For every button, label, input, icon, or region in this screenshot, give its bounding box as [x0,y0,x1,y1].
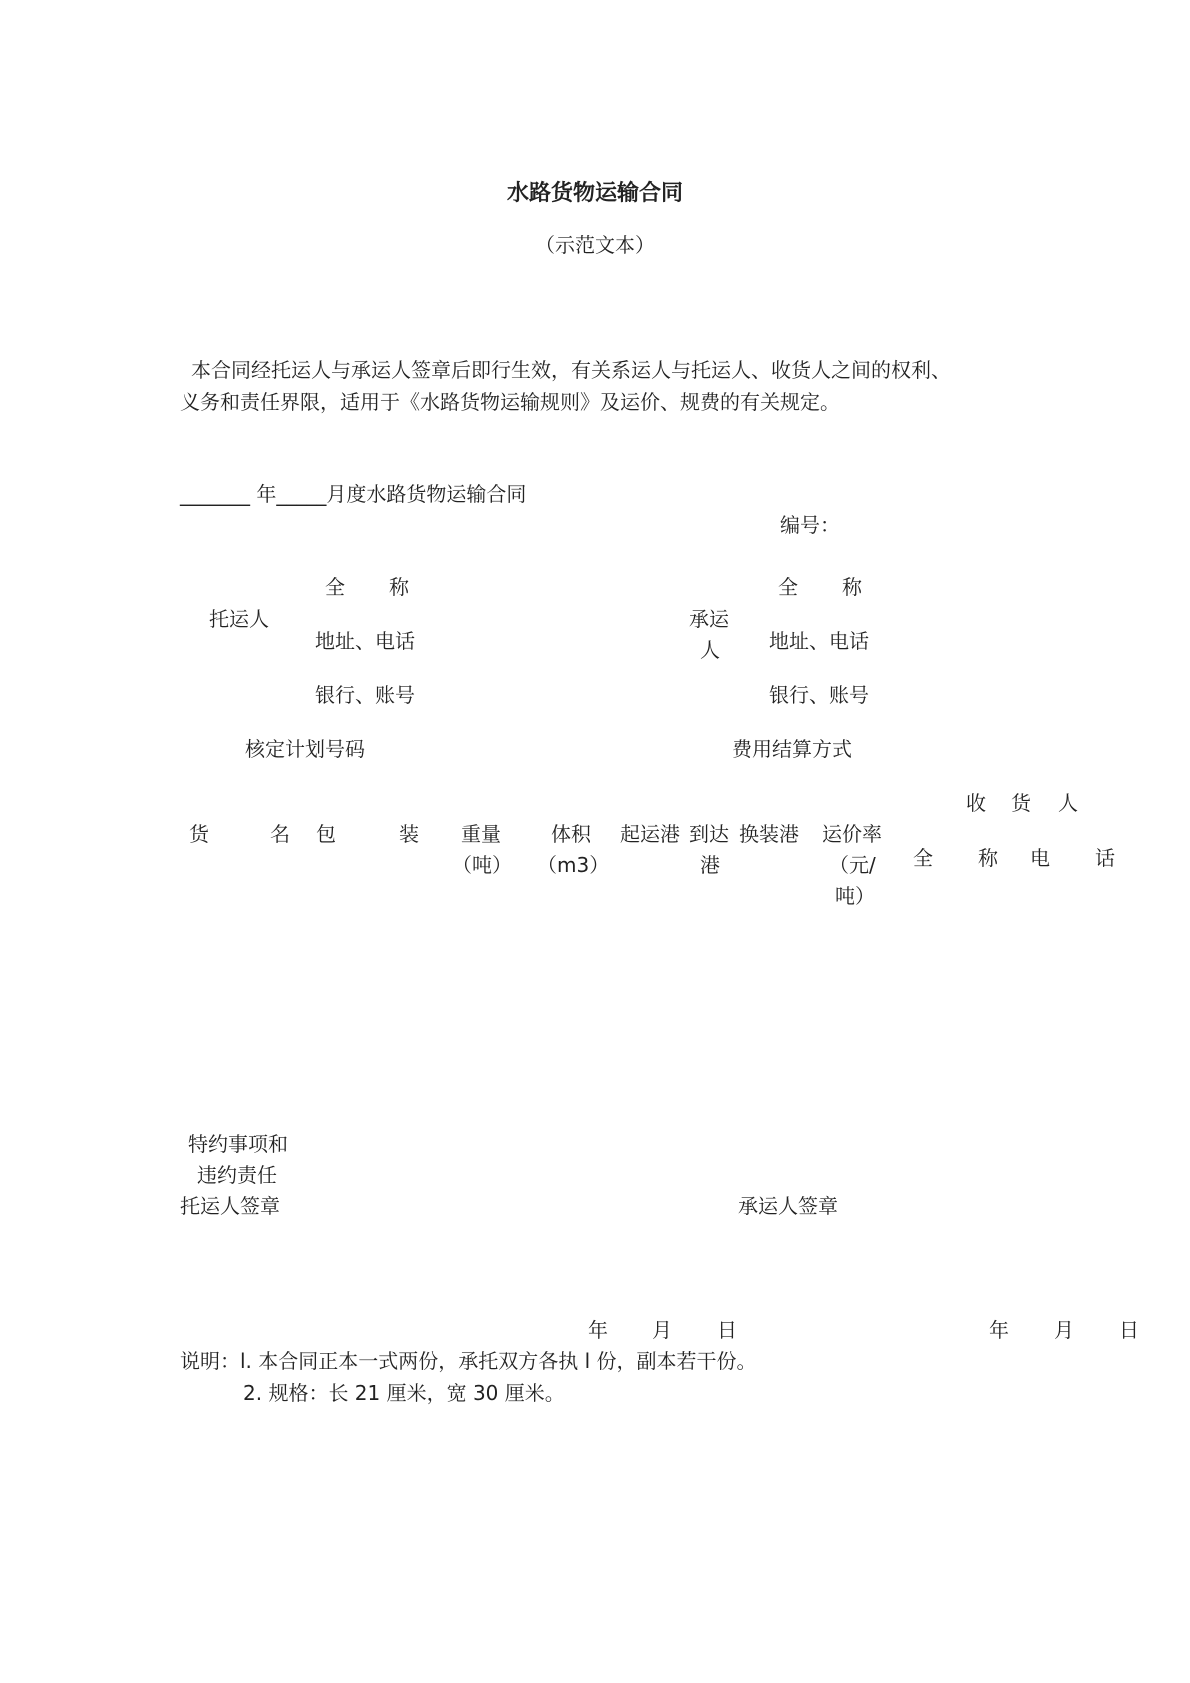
carrier-address: 地址、电话 [769,629,869,653]
shipper-address: 地址、电话 [315,629,415,653]
carrier-signature-label: 承运人签章 [738,1194,838,1218]
note-2: 2. 规格：长 21 厘米，宽 30 厘米。 [243,1381,565,1405]
col-rate: 运价率 [822,822,882,846]
consignee-h3: 人 [1058,791,1078,815]
consignee-c2: 称 [978,846,998,870]
consignee-c1: 全 [913,846,933,870]
consignee-h2: 货 [1011,791,1031,815]
carrier-full-name-1: 全 [778,575,798,599]
carrier-date-month: 月 [1054,1318,1074,1342]
document-subtitle: （示范文本） [535,233,655,257]
shipper-full-name-1: 全 [325,575,345,599]
document-title: 水路货物运输合同 [506,181,683,206]
note-1: 说明：l. 本合同正本一式两份，承托双方各执 l 份，副本若干份。 [180,1349,757,1373]
number-label: 编号： [780,513,840,537]
intro-line-1: 本合同经托运人与承运人签章后即行生效，有关系运人与托运人、收货人之间的权利、 [191,358,951,382]
carrier-date-year: 年 [989,1318,1009,1342]
shipper-signature-label: 托运人签章 [180,1194,280,1218]
special-terms-1: 特约事项和 [188,1132,288,1156]
col-dest-1: 到达 [689,822,729,846]
col-rate-unit-1: （元/ [829,853,876,877]
shipper-full-name-2: 称 [389,575,409,599]
shipper-date-month: 月 [652,1318,672,1342]
intro-line-2: 义务和责任界限，适用于《水路货物运输规则》及运价、规费的有关规定。 [180,390,840,414]
contract-heading: _______ 年_____月度水路货物运输合同 [180,482,527,506]
col-transship: 换装港 [739,822,799,846]
col-goods-2: 名 [270,822,290,846]
carrier-label-2: 人 [700,638,720,662]
plan-number-label: 核定计划号码 [245,737,365,761]
col-weight-unit: （吨） [452,853,512,877]
col-origin: 起运港 [620,822,680,846]
consignee-h1: 收 [966,791,986,815]
col-goods-1: 货 [189,822,209,846]
consignee-c4: 话 [1095,846,1115,870]
consignee-c3: 电 [1030,846,1050,870]
settlement-label: 费用结算方式 [732,737,852,761]
col-weight: 重量 [461,822,501,846]
col-dest-2: 港 [700,853,720,877]
carrier-bank: 银行、账号 [769,683,869,707]
col-pack-2: 装 [399,822,419,846]
col-volume-unit: （m3） [537,853,610,877]
carrier-full-name-2: 称 [842,575,862,599]
special-terms-2: 违约责任 [197,1163,277,1187]
col-pack-1: 包 [316,822,336,846]
shipper-bank: 银行、账号 [315,683,415,707]
carrier-label-1: 承运 [689,607,729,631]
col-rate-unit-2: 吨） [835,884,875,908]
shipper-date-day: 日 [717,1318,737,1342]
shipper-label: 托运人 [209,607,269,631]
shipper-date-year: 年 [588,1318,608,1342]
col-volume: 体积 [551,822,591,846]
carrier-date-day: 日 [1119,1318,1139,1342]
